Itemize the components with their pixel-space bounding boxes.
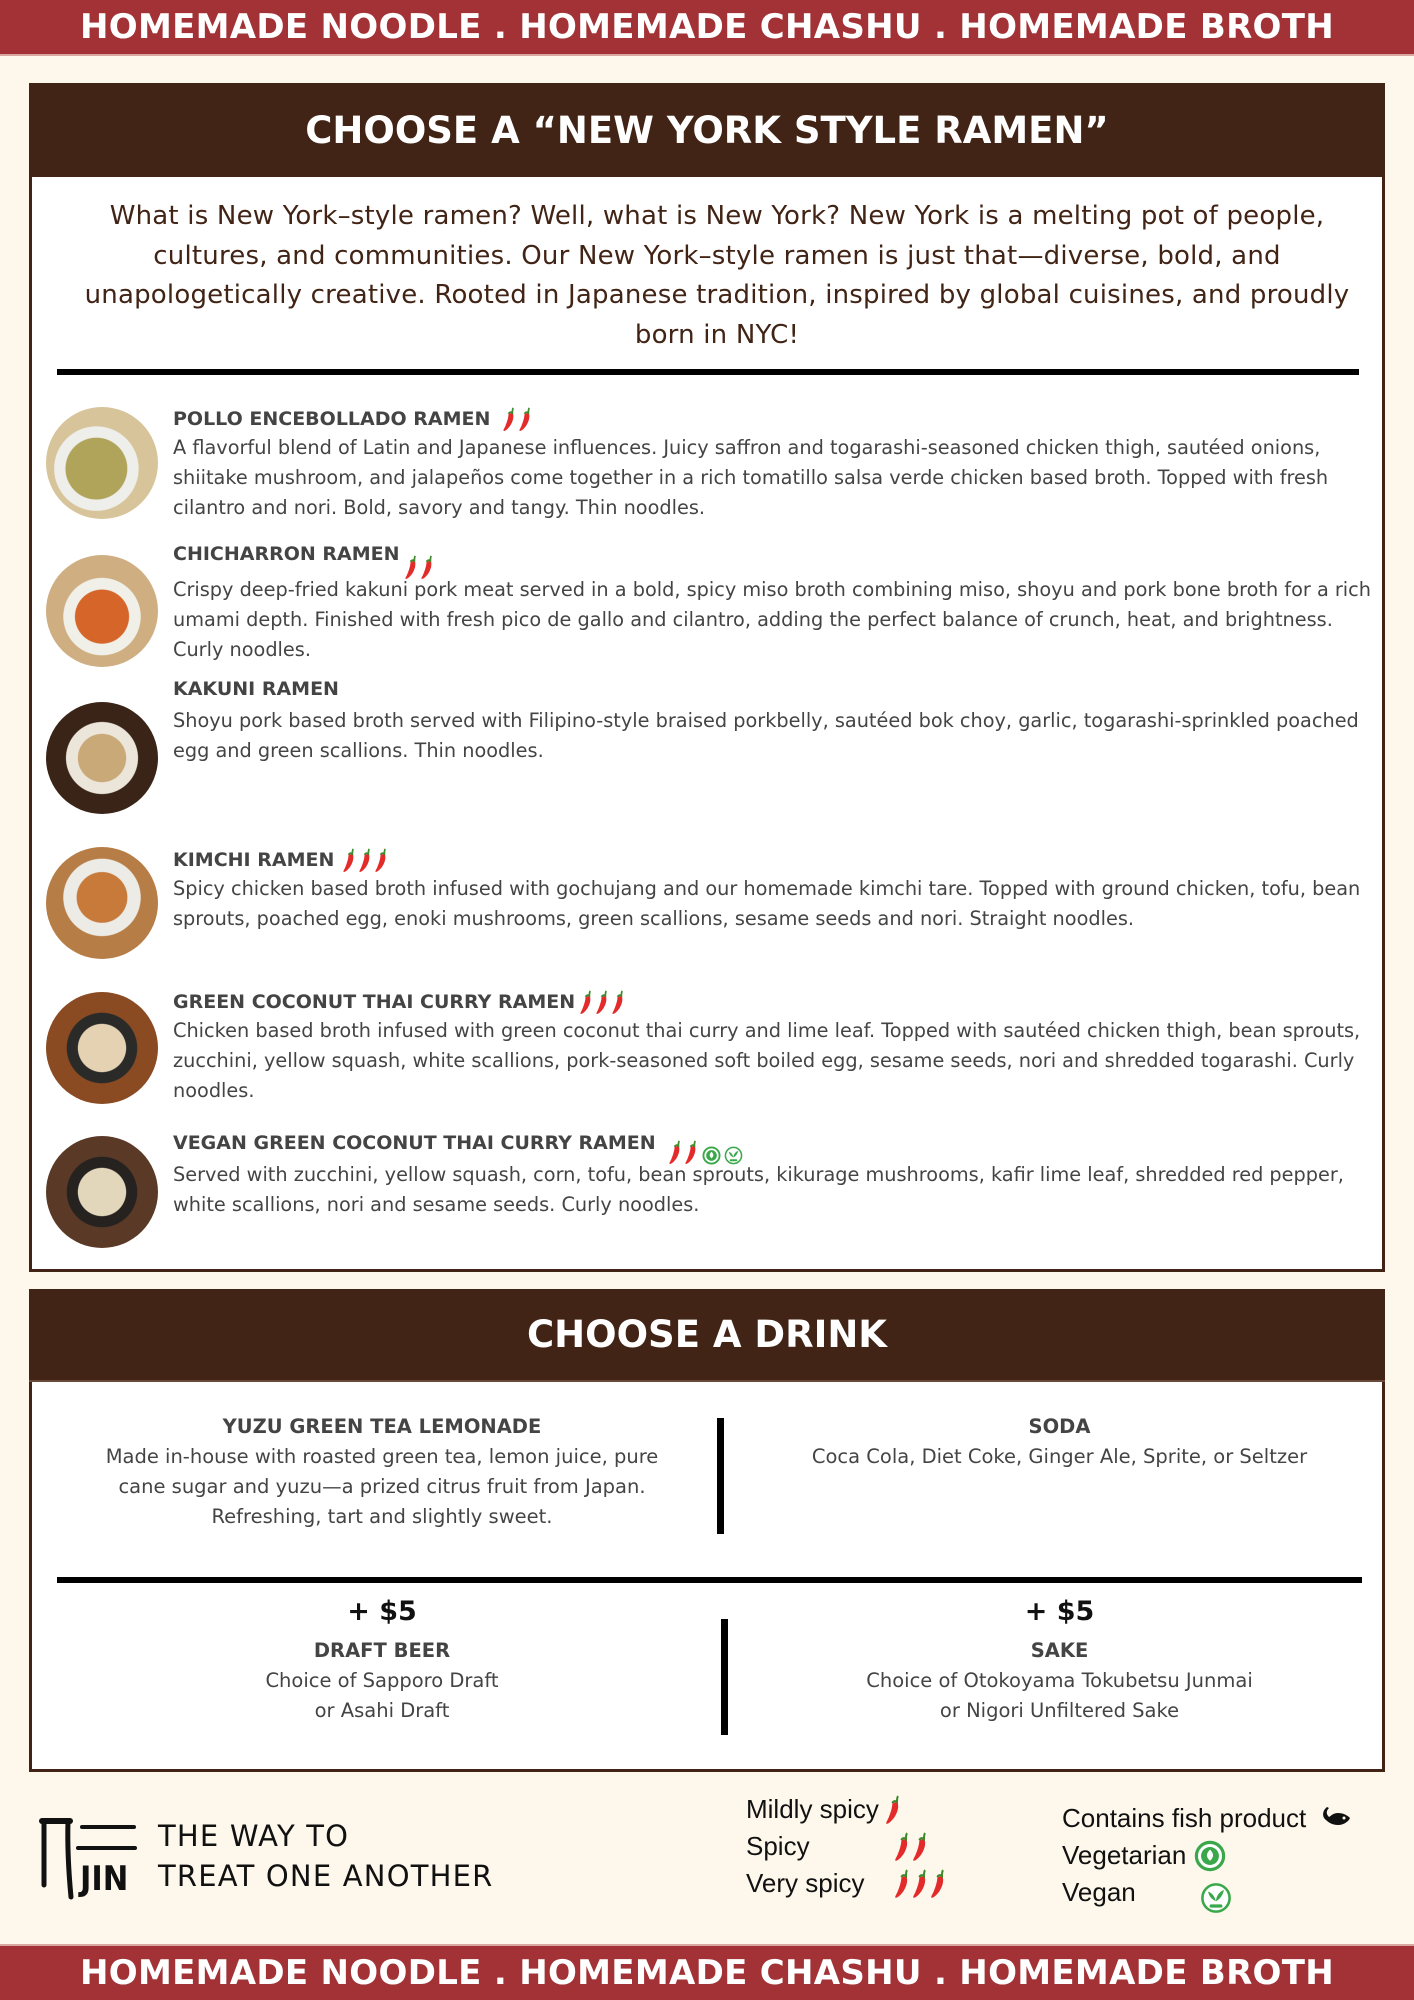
chili-pepper-icon bbox=[912, 1869, 929, 1899]
legend-label: Vegetarian bbox=[1062, 1840, 1187, 1870]
legend-label: Spicy bbox=[746, 1831, 810, 1861]
item-name: VEGAN GREEN COCONUT THAI CURRY RAMEN bbox=[173, 1132, 656, 1154]
ramen-photo bbox=[46, 407, 158, 519]
legend-very-spicy bbox=[746, 1865, 947, 1902]
drink-name: YUZU GREEN TEA LEMONADE bbox=[222, 1415, 542, 1438]
column-divider bbox=[721, 1619, 728, 1735]
drink-name: SAKE bbox=[1030, 1639, 1089, 1662]
vegan-icon bbox=[1200, 1882, 1232, 1914]
drink-draft-beer[interactable] bbox=[42, 1592, 722, 1726]
menu-item-vegan-green-coconut-thai-curry[interactable] bbox=[46, 1132, 1376, 1255]
drink-name: SODA bbox=[1028, 1415, 1091, 1438]
bottom-banner bbox=[0, 1944, 1414, 2000]
top-banner bbox=[0, 0, 1414, 56]
item-name: KAKUNI RAMEN bbox=[173, 678, 339, 700]
spice-legend bbox=[746, 1791, 947, 1902]
drink-description-line: Choice of Sapporo Draft bbox=[265, 1669, 499, 1692]
ramen-section-header bbox=[29, 83, 1385, 177]
legend-fish bbox=[1062, 1800, 1352, 1837]
item-name: CHICHARRON RAMEN bbox=[173, 543, 400, 565]
ramen-photo bbox=[46, 702, 158, 814]
legend-label: Mildly spicy bbox=[746, 1794, 879, 1824]
tagline-line: TREAT ONE ANOTHER bbox=[158, 1859, 494, 1893]
chili-pepper-icon bbox=[579, 990, 594, 1015]
legend-mildly-spicy bbox=[746, 1791, 947, 1828]
divider bbox=[57, 369, 1359, 375]
ramen-photo bbox=[46, 1136, 158, 1248]
menu-item-green-coconut-thai-curry[interactable] bbox=[46, 992, 1376, 1122]
chili-pepper-icon bbox=[885, 1795, 902, 1825]
legend-spicy bbox=[746, 1828, 947, 1865]
vegetarian-icon bbox=[1194, 1840, 1226, 1872]
menu-item-kakuni[interactable] bbox=[46, 678, 1376, 832]
drink-section-title: CHOOSE A DRINK bbox=[527, 1313, 887, 1356]
price-badge: + $5 bbox=[347, 1596, 417, 1627]
chili-pepper-icon bbox=[374, 848, 389, 873]
ramen-photo bbox=[46, 992, 158, 1104]
chili-pepper-icon bbox=[930, 1869, 947, 1899]
menu-item-kimchi[interactable] bbox=[46, 847, 1376, 967]
chili-pepper-icon bbox=[518, 407, 533, 432]
banner-text: HOMEMADE NOODLE . HOMEMADE CHASHU . HOMEMADE BROTH bbox=[79, 1953, 1335, 1993]
drink-section-body bbox=[29, 1382, 1385, 1772]
chili-pepper-icon bbox=[595, 990, 610, 1015]
ramen-photo bbox=[46, 847, 158, 959]
banner-text: HOMEMADE NOODLE . HOMEMADE CHASHU . HOMEMADE BROTH bbox=[79, 7, 1335, 47]
price-badge: + $5 bbox=[1024, 1596, 1095, 1627]
drink-section-header bbox=[29, 1289, 1385, 1382]
drink-description-line: cane sugar and yuzu—a prized citrus fruit from Japan. bbox=[118, 1475, 646, 1498]
ramen-section-title: CHOOSE A “NEW YORK STYLE RAMEN” bbox=[305, 108, 1109, 152]
tagline-line: THE WAY TO bbox=[158, 1819, 350, 1853]
item-description: Served with zucchini, yellow squash, corn, tofu, bean sprouts, kikurage mushrooms, kafir lime leaf, shredded red pepper, white scallions, nori and sesame seeds. Curly noodles. bbox=[173, 1163, 1344, 1216]
tagline bbox=[158, 1816, 494, 1896]
drink-description-line: Refreshing, tart and slightly sweet. bbox=[211, 1505, 553, 1528]
chili-pepper-icon bbox=[912, 1832, 929, 1862]
drink-soda[interactable] bbox=[737, 1412, 1382, 1472]
legend-label: Very spicy bbox=[746, 1868, 865, 1898]
item-name: KIMCHI RAMEN bbox=[173, 849, 335, 871]
item-description: Crispy deep-fried kakuni pork meat served in a bold, spicy miso broth combining miso, shoyu and pork bone broth for a rich umami depth. Finished with fresh pico de gallo and cilantro, adding the perfect balance of crunch, heat, and brightness. Curly noodles. bbox=[173, 578, 1371, 661]
item-description: Spicy chicken based broth infused with gochujang and our homemade kimchi tare. Topped with ground chicken, tofu, bean sprouts, poached egg, enoki mushrooms, green scallions, sesame seeds and nori. Straight noodles. bbox=[173, 877, 1361, 930]
ramen-intro: What is New York–style ramen? Well, what is New York? New York is a melting pot of people, cultures, and communities. Our New York–style ramen is just that—diverse, bold, and unapologetically creative. Rooted in Japanese tradition, inspired by global cuisines, and proudly born in NYC! bbox=[84, 201, 1350, 350]
drink-description-line: Coca Cola, Diet Coke, Ginger Ale, Sprite, or Seltzer bbox=[811, 1445, 1308, 1468]
chili-pepper-icon bbox=[342, 848, 357, 873]
chili-pepper-icon bbox=[894, 1869, 911, 1899]
item-name: GREEN COCONUT THAI CURRY RAMEN bbox=[173, 991, 576, 1013]
legend-label: Vegan bbox=[1062, 1877, 1136, 1907]
divider bbox=[57, 1577, 1362, 1583]
legend-vegetarian bbox=[1062, 1837, 1352, 1874]
item-description: Chicken based broth infused with green coconut thai curry and lime leaf. Topped with sautéed chicken thigh, bean sprouts, zucchini, yellow squash, white scallions, pork-seasoned soft boiled egg, sesame seeds, nori and shredded togarashi. Curly noodles. bbox=[173, 1019, 1361, 1102]
diet-legend bbox=[1062, 1800, 1352, 1911]
drink-sake[interactable] bbox=[737, 1592, 1382, 1726]
drink-yuzu-lemonade[interactable] bbox=[42, 1412, 722, 1532]
legend-label: Contains fish product bbox=[1062, 1803, 1307, 1833]
chili-pepper-icon bbox=[502, 407, 517, 432]
chili-pepper-icon bbox=[358, 848, 373, 873]
drink-name: DRAFT BEER bbox=[313, 1639, 451, 1662]
item-description: A flavorful blend of Latin and Japanese influences. Juicy saffron and togarashi-seasoned chicken thigh, sautéed onions, shiitake mushroom, and jalapeños come together in a rich tomatillo salsa verde chicken based broth. Topped with fresh cilantro and nori. Bold, savory and tangy. Thin noodles. bbox=[173, 436, 1329, 519]
drink-description-line: Choice of Otokoyama Tokubetsu Junmai bbox=[866, 1669, 1253, 1692]
drink-description-line: or Asahi Draft bbox=[314, 1699, 450, 1722]
drink-description-line: or Nigori Unfiltered Sake bbox=[939, 1699, 1180, 1722]
svg-text:JIN: JIN bbox=[80, 1859, 129, 1899]
item-name: POLLO ENCEBOLLADO RAMEN bbox=[173, 408, 491, 430]
item-description: Shoyu pork based broth served with Filipino-style braised porkbelly, sautéed bok choy, garlic, togarashi-sprinkled poached egg and green scallions. Thin noodles. bbox=[173, 709, 1359, 762]
ramen-photo bbox=[46, 555, 158, 667]
ramen-section-body bbox=[29, 177, 1385, 1272]
chili-pepper-icon bbox=[894, 1832, 911, 1862]
jin-logo-icon bbox=[38, 1815, 138, 1905]
menu-item-pollo-encebollado[interactable] bbox=[46, 407, 1376, 537]
fish-icon bbox=[1318, 1803, 1352, 1835]
column-divider bbox=[717, 1418, 724, 1534]
chili-pepper-icon bbox=[611, 990, 626, 1015]
menu-item-chicharron[interactable] bbox=[46, 543, 1376, 680]
legend-vegan bbox=[1062, 1874, 1352, 1911]
drink-description-line: Made in-house with roasted green tea, lemon juice, pure bbox=[105, 1445, 659, 1468]
